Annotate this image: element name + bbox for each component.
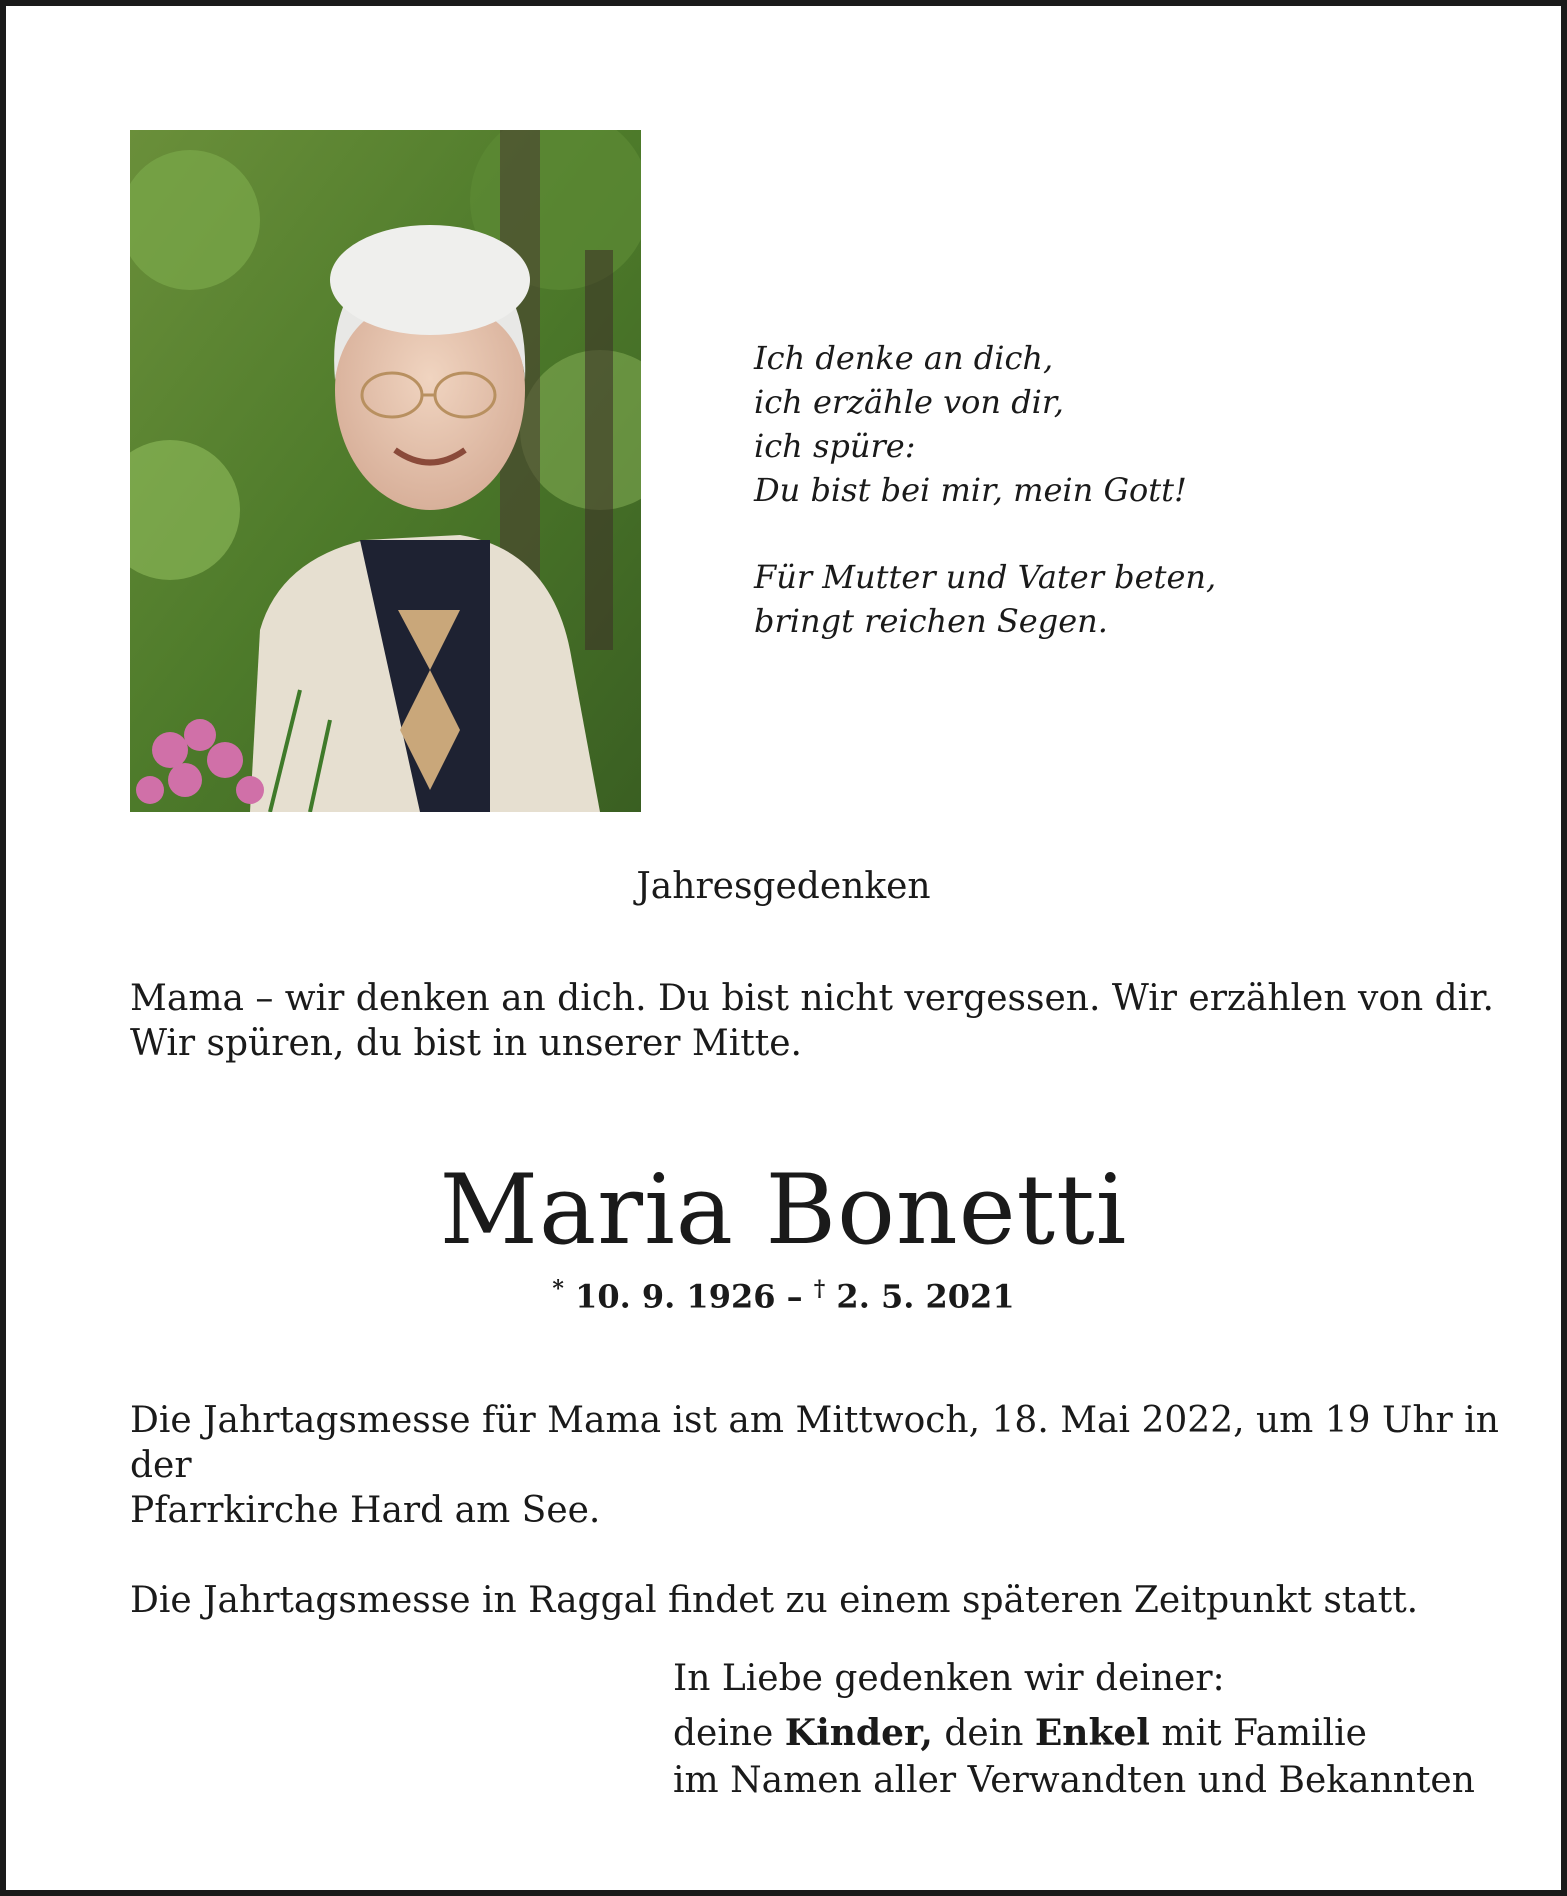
signature-enkel: Enkel — [1034, 1712, 1150, 1754]
mass-info — [130, 1398, 1567, 1623]
mass-line: Die Jahrtagsmesse für Mama ist am Mittwoch, 18. Mai 2022, um 19 Uhr in der — [130, 1400, 1499, 1486]
birth-date: 10. 9. 1926 — [575, 1277, 776, 1316]
poem-line: bringt reichen Segen. — [754, 602, 1108, 640]
life-dates — [0, 1276, 1567, 1316]
mass-line: Pfarrkirche Hard am See. — [130, 1490, 601, 1531]
page-heading: Jahresgedenken — [636, 866, 931, 907]
signature-text: dein — [932, 1713, 1035, 1754]
mass-later-line: Die Jahrtagsmesse in Raggal findet zu einem späteren Zeitpunkt statt. — [130, 1580, 1419, 1621]
death-date: 2. 5. 2021 — [836, 1277, 1015, 1316]
death-symbol: † — [813, 1276, 826, 1302]
signature-intro: In Liebe gedenken wir deiner: — [673, 1658, 1225, 1699]
signature-text: deine — [673, 1713, 785, 1754]
date-separator: – — [775, 1277, 814, 1316]
signature-text: mit Familie — [1149, 1713, 1367, 1754]
poem-line: Für Mutter und Vater beten, — [754, 558, 1217, 596]
poem-line: ich spüre: — [754, 427, 916, 465]
intro-line: Wir spüren, du bist in unserer Mitte. — [130, 1023, 802, 1064]
signature-line — [673, 1710, 1475, 1757]
intro-text — [130, 976, 1494, 1066]
signature-kinder: Kinder, — [784, 1712, 933, 1754]
poem-line: ich erzähle von dir, — [754, 383, 1064, 421]
portrait-photo — [130, 130, 641, 812]
poem-line: Ich denke an dich, — [754, 339, 1054, 377]
deceased-name: Maria Bonetti — [439, 1154, 1128, 1266]
poem-line: Du bist bei mir, mein Gott! — [754, 471, 1187, 509]
poem — [754, 336, 1216, 643]
signature — [673, 1655, 1475, 1804]
intro-line: Mama – wir denken an dich. Du bist nicht vergessen. Wir erzählen von dir. — [130, 978, 1494, 1019]
birth-symbol: * — [552, 1276, 564, 1302]
signature-line: im Namen aller Verwandten und Bekannten — [673, 1760, 1475, 1801]
